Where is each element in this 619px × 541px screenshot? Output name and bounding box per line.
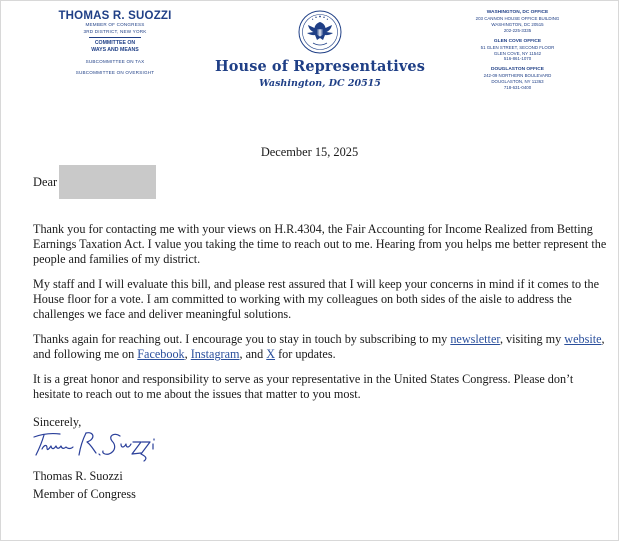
member-role: MEMBER OF CONGRESS (85, 22, 145, 27)
redacted-recipient-name (59, 165, 156, 199)
facebook-link[interactable]: Facebook (137, 347, 185, 362)
office-douglaston-city: DOUGLASTON, NY 11363 (491, 79, 544, 85)
office-dc-phone: 202-225-3335 (503, 27, 532, 33)
closing: Sincerely, (33, 415, 82, 429)
office-dc-title: WASHINGTON, DC OFFICE (486, 10, 549, 15)
paragraph-3-text-2: , visiting my (499, 332, 565, 346)
committee-line-2: WAYS AND MEANS (91, 46, 139, 53)
paragraph-1: Thank you for contacting me with your views on H.R.4304, the Fair Accounting for Income Realized from Betting Earnings Taxation Act. I value you taking the time to reach out to me. Hearing from you helps me better represent the people and families of my district. (33, 222, 607, 267)
newsletter-link[interactable]: newsletter (450, 332, 500, 346)
subcommittee-oversight: SUBCOMMITTEE ON OVERSIGHT (75, 70, 155, 76)
office-dc-address: 203 CANNON HOUSE OFFICE BUILDING (475, 16, 560, 22)
office-douglaston-title: DOUGLASTON OFFICE (491, 67, 544, 73)
subcommittee-tax: SUBCOMMITTEE ON TAX (85, 58, 145, 64)
house-city: Washington, DC 20515 (259, 78, 381, 89)
website-link[interactable]: website (564, 332, 602, 346)
office-douglaston-address: 242-09 NORTHERN BOULEVARD (483, 73, 552, 79)
letterhead-right (450, 10, 585, 91)
office-douglaston-phone: 718-631-0400 (503, 84, 532, 90)
member-name: THOMAS R. SUOZZI (58, 10, 172, 22)
office-glencove-title: GLEN COVE OFFICE (493, 38, 542, 44)
x-link[interactable]: X (266, 347, 276, 362)
signer-name: Thomas R. Suozzi (33, 469, 123, 483)
paragraph-3-text-6: for updates. (275, 347, 336, 362)
paragraph-2: My staff and I will evaluate this bill, and please rest assured that I will keep your concerns in mind if it comes to the House floor for a vote. I am committed to working with my colleagues on both sides of the aisle to address the challenges we face and deliver meaningful solutions. (33, 277, 600, 322)
paragraph-3-text-4: , (184, 347, 191, 362)
office-glencove-city: GLEN COVE, NY 11542 (493, 50, 542, 56)
paragraph-4: It is a great honor and responsibility to serve as your representative in the United States Congress. Please don’t hesitate to reach out to me about the issues that matter to you most. (33, 372, 574, 402)
signer-title: Member of Congress (33, 487, 136, 501)
handwritten-signature (30, 427, 160, 463)
letterhead-divider (89, 37, 141, 38)
member-district: 3RD DISTRICT, NEW YORK (83, 28, 147, 34)
instagram-link[interactable]: Instagram (190, 347, 240, 362)
salutation: Dear (33, 175, 58, 189)
letterhead-left (40, 10, 190, 77)
letter-date: December 15, 2025 (260, 145, 359, 159)
paragraph-3-text-1: Thanks again for reaching out. I encourage you to stay in touch by subscribing to my (33, 332, 451, 346)
office-dc-city: WASHINGTON, DC 20515 (491, 22, 544, 27)
paragraph-3 (33, 332, 613, 362)
office-glencove-phone: 516-861-1070 (503, 56, 532, 62)
paragraph-3-text-3: , and following me on (33, 332, 605, 362)
house-seal-icon (298, 10, 342, 54)
office-glencove-address: 51 GLEN STREET, SECOND FLOOR (480, 44, 555, 50)
committee-line-1: COMMITTEE ON (94, 40, 136, 47)
paragraph-3-text-5: , and (239, 347, 267, 362)
house-title: House of Representatives (214, 58, 426, 75)
